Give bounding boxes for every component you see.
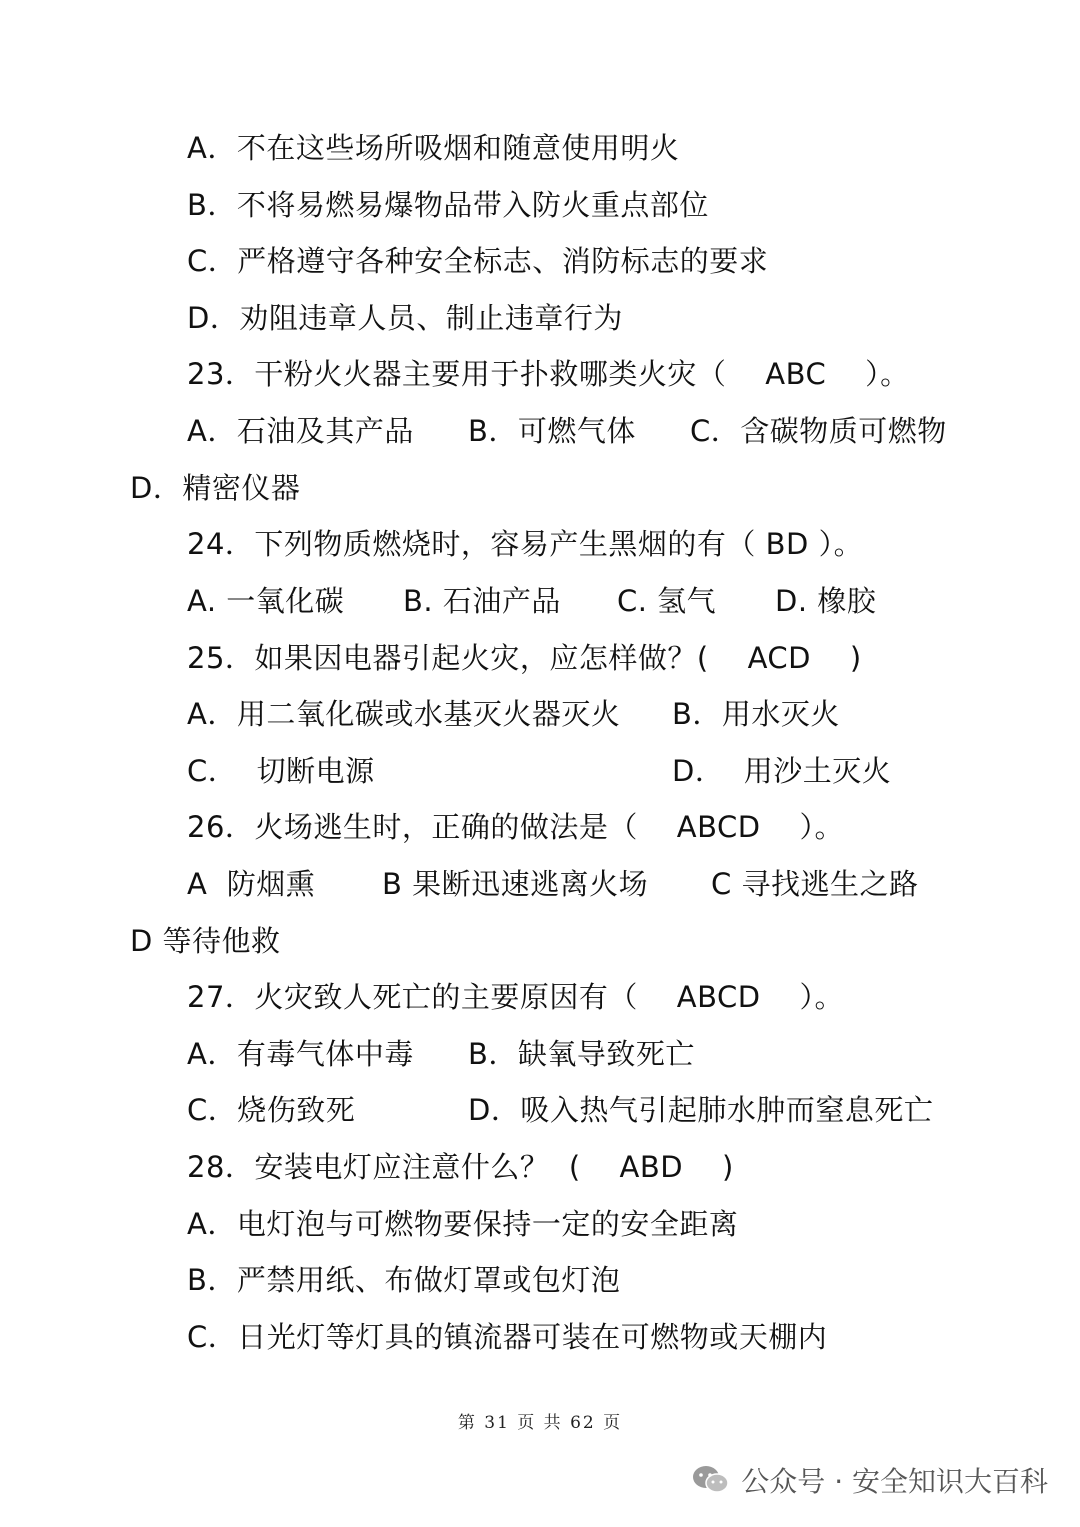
option-line: B. 石油产品 (403, 584, 561, 618)
question-line: 28．安装电灯应注意什么？ ( ABD ) (187, 1150, 734, 1184)
option-line: A．用二氧化碳或水基灭火器灭火 (187, 697, 621, 731)
option-line: D 等待他救 (130, 924, 281, 958)
option-line: C．日光灯等灯具的镇流器可装在可燃物或天棚内 (187, 1320, 828, 1354)
question-line: 27．火灾致人死亡的主要原因有（ ABCD ）。 (187, 980, 844, 1014)
option-line: D．吸入热气引起肺水肿而窒息死亡 (468, 1093, 934, 1127)
option-line: B．不将易燃易爆物品带入防火重点部位 (187, 188, 709, 222)
option-line: A．不在这些场所吸烟和随意使用明火 (187, 131, 680, 165)
option-line: A．有毒气体中毒 (187, 1037, 414, 1071)
option-line: C．含碳物质可燃物 (690, 414, 947, 448)
wechat-icon (691, 1464, 731, 1496)
option-line: A．电灯泡与可燃物要保持一定的安全距离 (187, 1207, 739, 1241)
option-line: D. 橡胶 (775, 584, 877, 618)
option-line: C． 切断电源 (187, 754, 375, 788)
option-line: A．石油及其产品 (187, 414, 414, 448)
option-line: D．精密仪器 (130, 471, 301, 505)
watermark (691, 1460, 1048, 1500)
option-line: B．严禁用纸、布做灯罩或包灯泡 (187, 1263, 621, 1297)
option-line: B．用水灭火 (672, 697, 840, 731)
option-line: A. 一氧化碳 (187, 584, 345, 618)
question-line: 25．如果因电器引起火灾，应怎样做？( ACD ) (187, 641, 862, 675)
option-line: C 寻找逃生之路 (711, 867, 919, 901)
option-line: C．烧伤致死 (187, 1093, 356, 1127)
option-line: B．缺氧导致死亡 (468, 1037, 695, 1071)
question-line: 23．干粉火火器主要用于扑救哪类火灾（ ABC ）。 (187, 357, 910, 391)
option-line: B 果断迅速逃离火场 (382, 867, 649, 901)
option-line: D． 用沙土灭火 (672, 754, 892, 788)
option-line: C．严格遵守各种安全标志、消防标志的要求 (187, 244, 769, 278)
page-number: 第 31 页 共 62 页 (457, 1413, 623, 1433)
question-line: 26．火场逃生时，正确的做法是（ ABCD ）。 (187, 810, 844, 844)
option-line: A 防烟熏 (187, 867, 316, 901)
option-line: B．可燃气体 (468, 414, 636, 448)
option-line: D．劝阻违章人员、制止违章行为 (187, 301, 623, 335)
watermark-text: 公众号 · 安全知识大百科 (741, 1465, 1048, 1498)
option-line: C. 氢气 (617, 584, 717, 618)
question-line: 24．下列物质燃烧时，容易产生黑烟的有（ BD ）。 (187, 527, 864, 561)
